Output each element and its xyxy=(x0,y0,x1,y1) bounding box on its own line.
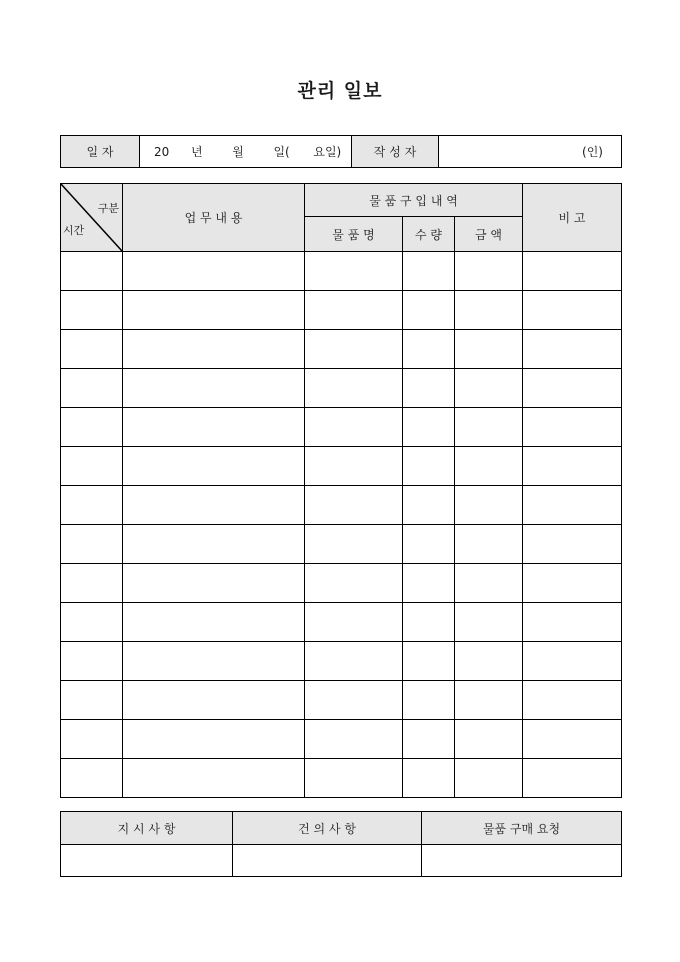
table-row xyxy=(61,759,622,798)
item-name-cell[interactable] xyxy=(305,720,403,759)
amount-cell[interactable] xyxy=(455,447,523,486)
info-table xyxy=(60,135,622,168)
time-cell[interactable] xyxy=(61,603,123,642)
page-title: 관리 일보 xyxy=(297,80,383,102)
task-cell[interactable] xyxy=(123,252,305,291)
table-row xyxy=(61,720,622,759)
quantity-cell[interactable] xyxy=(403,408,455,447)
quantity-header: 수 량 xyxy=(403,217,455,252)
author-label: 작 성 자 xyxy=(352,136,439,168)
amount-cell[interactable] xyxy=(455,525,523,564)
amount-cell[interactable] xyxy=(455,408,523,447)
task-cell[interactable] xyxy=(123,525,305,564)
time-cell[interactable] xyxy=(61,252,123,291)
remarks-header: 비 고 xyxy=(523,184,622,252)
item-name-cell[interactable] xyxy=(305,642,403,681)
item-name-cell[interactable] xyxy=(305,369,403,408)
amount-cell[interactable] xyxy=(455,369,523,408)
date-month-unit: 월 xyxy=(232,145,244,159)
task-cell[interactable] xyxy=(123,408,305,447)
task-cell[interactable] xyxy=(123,720,305,759)
item-name-cell[interactable] xyxy=(305,603,403,642)
time-cell[interactable] xyxy=(61,291,123,330)
time-cell[interactable] xyxy=(61,564,123,603)
task-cell[interactable] xyxy=(123,447,305,486)
date-year-prefix: 20 xyxy=(154,145,170,159)
task-cell[interactable] xyxy=(123,759,305,798)
amount-cell[interactable] xyxy=(455,681,523,720)
time-cell[interactable] xyxy=(61,759,123,798)
time-cell[interactable] xyxy=(61,681,123,720)
item-name-cell[interactable] xyxy=(305,564,403,603)
diag-time-label: 시간 xyxy=(63,224,85,237)
quantity-cell[interactable] xyxy=(403,681,455,720)
diag-category-label: 구분 xyxy=(97,202,119,215)
suggestions-header: 건 의 사 항 xyxy=(233,812,422,845)
time-cell[interactable] xyxy=(61,369,123,408)
date-year-unit: 년 xyxy=(190,145,203,159)
remarks-cell[interactable] xyxy=(523,525,622,564)
table-row xyxy=(61,291,622,330)
date-label: 일 자 xyxy=(61,136,140,168)
amount-cell[interactable] xyxy=(455,642,523,681)
table-row xyxy=(61,603,622,642)
remarks-cell[interactable] xyxy=(523,486,622,525)
quantity-cell[interactable] xyxy=(403,720,455,759)
time-cell[interactable] xyxy=(61,720,123,759)
task-cell[interactable] xyxy=(123,564,305,603)
remarks-cell[interactable] xyxy=(523,603,622,642)
time-cell[interactable] xyxy=(61,330,123,369)
task-content-header: 업 무 내 용 xyxy=(123,184,305,252)
suggestions-field[interactable] xyxy=(233,845,422,877)
quantity-cell[interactable] xyxy=(403,369,455,408)
diagonal-line xyxy=(61,184,122,251)
time-cell[interactable] xyxy=(61,447,123,486)
amount-cell[interactable] xyxy=(455,330,523,369)
quantity-cell[interactable] xyxy=(403,564,455,603)
purchase-request-field[interactable] xyxy=(422,845,622,877)
task-cell[interactable] xyxy=(123,330,305,369)
instructions-field[interactable] xyxy=(61,845,233,877)
instructions-header: 지 시 사 항 xyxy=(61,812,233,845)
time-cell[interactable] xyxy=(61,486,123,525)
table-row xyxy=(61,525,622,564)
amount-cell[interactable] xyxy=(455,603,523,642)
remarks-cell[interactable] xyxy=(523,369,622,408)
remarks-cell[interactable] xyxy=(523,759,622,798)
amount-cell[interactable] xyxy=(455,252,523,291)
remarks-cell[interactable] xyxy=(523,291,622,330)
item-name-cell[interactable] xyxy=(305,447,403,486)
amount-cell[interactable] xyxy=(455,564,523,603)
remarks-cell[interactable] xyxy=(523,720,622,759)
item-name-cell[interactable] xyxy=(305,330,403,369)
quantity-cell[interactable] xyxy=(403,759,455,798)
diagonal-header-cell xyxy=(61,184,123,252)
item-name-cell[interactable] xyxy=(305,291,403,330)
quantity-cell[interactable] xyxy=(403,447,455,486)
seal-mark: (인) xyxy=(582,145,603,159)
remarks-cell[interactable] xyxy=(523,408,622,447)
time-cell[interactable] xyxy=(61,642,123,681)
table-row xyxy=(61,408,622,447)
table-row xyxy=(61,447,622,486)
table-row xyxy=(61,681,622,720)
quantity-cell[interactable] xyxy=(403,291,455,330)
remarks-cell[interactable] xyxy=(523,447,622,486)
item-name-cell[interactable] xyxy=(305,525,403,564)
task-cell[interactable] xyxy=(123,369,305,408)
table-row xyxy=(61,564,622,603)
amount-cell[interactable] xyxy=(455,291,523,330)
task-cell[interactable] xyxy=(123,486,305,525)
table-row xyxy=(61,369,622,408)
task-cell[interactable] xyxy=(123,291,305,330)
date-weekday-unit: 요일) xyxy=(313,145,342,159)
task-table xyxy=(60,183,622,798)
remarks-cell[interactable] xyxy=(523,642,622,681)
item-name-cell[interactable] xyxy=(305,759,403,798)
amount-cell[interactable] xyxy=(455,720,523,759)
quantity-cell[interactable] xyxy=(403,330,455,369)
remarks-cell[interactable] xyxy=(523,330,622,369)
date-day-unit: 일( xyxy=(273,145,290,159)
table-row xyxy=(61,330,622,369)
item-name-cell[interactable] xyxy=(305,486,403,525)
task-cell[interactable] xyxy=(123,603,305,642)
quantity-cell[interactable] xyxy=(403,642,455,681)
quantity-cell[interactable] xyxy=(403,486,455,525)
purchase-details-header: 물 품 구 입 내 역 xyxy=(305,184,523,217)
quantity-cell[interactable] xyxy=(403,603,455,642)
quantity-cell[interactable] xyxy=(403,525,455,564)
table-row xyxy=(61,642,622,681)
amount-header: 금 액 xyxy=(455,217,523,252)
item-name-cell[interactable] xyxy=(305,408,403,447)
author-field[interactable] xyxy=(439,136,622,168)
item-name-header: 물 품 명 xyxy=(305,217,403,252)
time-cell[interactable] xyxy=(61,525,123,564)
item-name-cell[interactable] xyxy=(305,681,403,720)
item-name-cell[interactable] xyxy=(305,252,403,291)
remarks-cell[interactable] xyxy=(523,681,622,720)
date-field[interactable] xyxy=(140,136,352,168)
amount-cell[interactable] xyxy=(455,486,523,525)
remarks-cell[interactable] xyxy=(523,252,622,291)
task-cell[interactable] xyxy=(123,681,305,720)
table-row xyxy=(61,252,622,291)
amount-cell[interactable] xyxy=(455,759,523,798)
purchase-request-header: 물품 구매 요청 xyxy=(422,812,622,845)
notes-table xyxy=(60,811,622,877)
table-row xyxy=(61,486,622,525)
quantity-cell[interactable] xyxy=(403,252,455,291)
remarks-cell[interactable] xyxy=(523,564,622,603)
time-cell[interactable] xyxy=(61,408,123,447)
task-table-body xyxy=(61,252,622,798)
task-cell[interactable] xyxy=(123,642,305,681)
